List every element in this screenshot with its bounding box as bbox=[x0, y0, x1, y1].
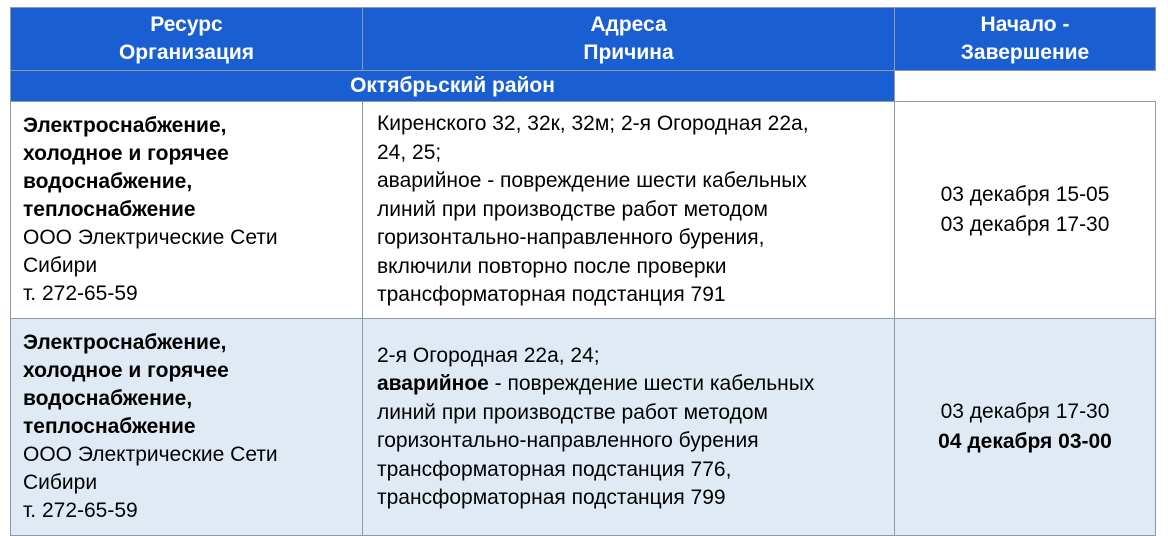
header-start-end bbox=[895, 8, 1156, 71]
table-row bbox=[11, 102, 1156, 319]
organization-name: ООО Электрические Сети bbox=[23, 226, 278, 249]
cause-type: аварийное bbox=[377, 169, 482, 193]
address-line: 2-я Огородная 22а, 24; bbox=[377, 343, 600, 367]
cause-text: - повреждение шести кабельных bbox=[488, 372, 815, 395]
cause-line: трансформаторная подстанция 799 bbox=[377, 486, 726, 509]
start-time: 03 декабря 15-05 bbox=[940, 183, 1110, 206]
end-time: 04 декабря 03-00 bbox=[938, 430, 1112, 453]
resource-type: теплоснабжение bbox=[23, 415, 196, 438]
cause-line: горизонтально-направленного бурения, bbox=[377, 226, 765, 250]
resource-type: холодное и горячее bbox=[23, 142, 229, 165]
cause-line: горизонтально-направленного бурения bbox=[377, 429, 759, 452]
header-label: Адреса bbox=[590, 13, 667, 36]
header-resource-organization bbox=[11, 8, 363, 71]
address-cause-cell bbox=[363, 319, 895, 536]
district-title: Октябрьский район bbox=[11, 71, 895, 102]
table-header-row bbox=[11, 8, 1156, 71]
cause-line bbox=[377, 370, 880, 399]
resource-type: Электроснабжение, bbox=[23, 114, 227, 137]
organization-name: Сибири bbox=[23, 471, 98, 494]
time-cell bbox=[895, 102, 1156, 319]
header-label: Ресурс bbox=[150, 13, 223, 36]
header-address-cause bbox=[363, 8, 895, 71]
cause-type: аварийное bbox=[377, 372, 489, 395]
cause-line: линий при производстве работ методом bbox=[377, 400, 768, 424]
cause-line bbox=[377, 167, 880, 196]
address-cause-cell bbox=[363, 102, 895, 319]
organization-phone: т. 272-65-59 bbox=[23, 499, 138, 522]
header-label: Завершение bbox=[960, 41, 1090, 64]
organization-name: ООО Электрические Сети bbox=[23, 443, 278, 466]
resource-type: водоснабжение, bbox=[23, 170, 193, 193]
cause-line: трансформаторная подстанция 791 bbox=[377, 283, 726, 307]
outage-table bbox=[10, 7, 1156, 536]
resource-type: Электроснабжение, bbox=[23, 331, 227, 354]
start-time: 03 декабря 17-30 bbox=[940, 400, 1110, 423]
resource-type: холодное и горячее bbox=[23, 359, 229, 382]
organization-name: Сибири bbox=[23, 254, 98, 277]
resource-cell bbox=[11, 319, 363, 536]
resource-type: теплоснабжение bbox=[23, 198, 196, 221]
table-row bbox=[11, 319, 1156, 536]
end-time: 03 декабря 17-30 bbox=[940, 213, 1110, 236]
cause-line: включили повторно после проверки bbox=[377, 254, 727, 278]
header-label: Причина bbox=[583, 41, 674, 64]
district-row bbox=[11, 71, 1156, 102]
time-cell bbox=[895, 319, 1156, 536]
address-line: Киренского 32, 32к, 32м; 2-я Огородная 22а, bbox=[377, 112, 809, 136]
cause-line: трансформаторная подстанция 776, bbox=[377, 457, 732, 481]
header-label: Начало - bbox=[980, 13, 1070, 36]
header-label: Организация bbox=[118, 41, 255, 64]
organization-phone: т. 272-65-59 bbox=[23, 282, 138, 305]
resource-type: водоснабжение, bbox=[23, 387, 193, 410]
address-line: 24, 25; bbox=[377, 140, 442, 164]
cause-text: - повреждение шести кабельных bbox=[481, 169, 807, 193]
resource-cell bbox=[11, 102, 363, 319]
cause-line: линий при производстве работ методом bbox=[377, 197, 768, 221]
